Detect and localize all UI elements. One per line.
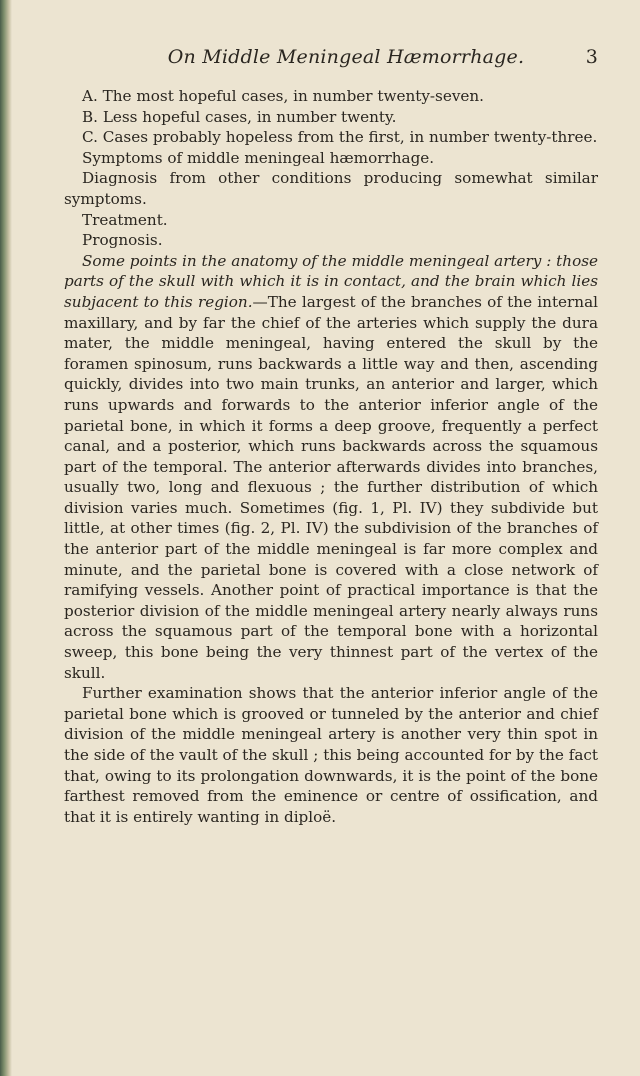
heading-symptoms: Symptoms of middle meningeal hæmorrhage. bbox=[82, 148, 435, 167]
anatomy-paragraph bbox=[64, 251, 598, 683]
heading-prognosis: Prognosis. bbox=[82, 231, 163, 250]
page-binding-edge bbox=[0, 0, 12, 1076]
body-text bbox=[64, 86, 598, 827]
anatomy-italic-heading: Some points in the anatomy of the middle meningeal artery : those parts of the skull with which it is in contact, and the brain which lies subjacent to this region. bbox=[64, 251, 598, 311]
list-item-c: C. Cases probably hopeless from the first, in number twenty-three. bbox=[82, 128, 598, 147]
page-number: 3 bbox=[585, 46, 598, 68]
heading-diagnosis: Diagnosis from other conditions producing somewhat similar symptoms. bbox=[64, 169, 598, 208]
book-page bbox=[64, 46, 598, 827]
list-item-a: A. The most hopeful cases, in number twenty-seven. bbox=[82, 87, 485, 105]
anatomy-body: —The largest of the branches of the internal maxillary, and by far the chief of the arteries which supply the dura mater, the middle meningeal, having entered the skull by the foramen spinosum, runs backwards a little way and then, ascending quickly, divides into two main trunks, an anterior and larger, which runs upwards and forwards to the anterior inferior angle of the parietal bone, in which it forms a deep groove, frequently a perfect canal, and a posterior, which runs backwards across the squamous part of the temporal. The anterior afterwards divides into branches, usually two, long and flexuous ; the further distribution of which division varies much. Sometimes (fig. 1, Pl. IV) they subdivide but little, at other times (fig. 2, Pl. IV) the subdivision of the branches of the anterior part of the middle meningeal is far more complex and minute, and the parietal bone is covered with a close network of ramifying vessels. Another point of practical importance is that the posterior division of the middle meningeal artery nearly always runs across the squamous part of the temporal bone with a horizontal sweep, this bone being the very thinnest part of the vertex of the skull. bbox=[64, 292, 598, 682]
list-item-b: B. Less hopeful cases, in number twenty. bbox=[82, 107, 397, 126]
running-title: On Middle Meningeal Hæmorrhage. bbox=[167, 46, 525, 68]
examination-paragraph: Further examination shows that the anterior inferior angle of the parietal bone which is grooved or tunneled by the anterior and chief division of the middle meningeal artery is another very thin spot in the side of the vault of the skull ; this being accounted for by the fact that, owing to its prolongation downwards, it is the point of the bone farthest removed from the eminence or centre of ossification, and that it is entirely wanting in diploë. bbox=[64, 684, 598, 826]
heading-treatment: Treatment. bbox=[82, 210, 168, 229]
running-head bbox=[64, 46, 598, 76]
